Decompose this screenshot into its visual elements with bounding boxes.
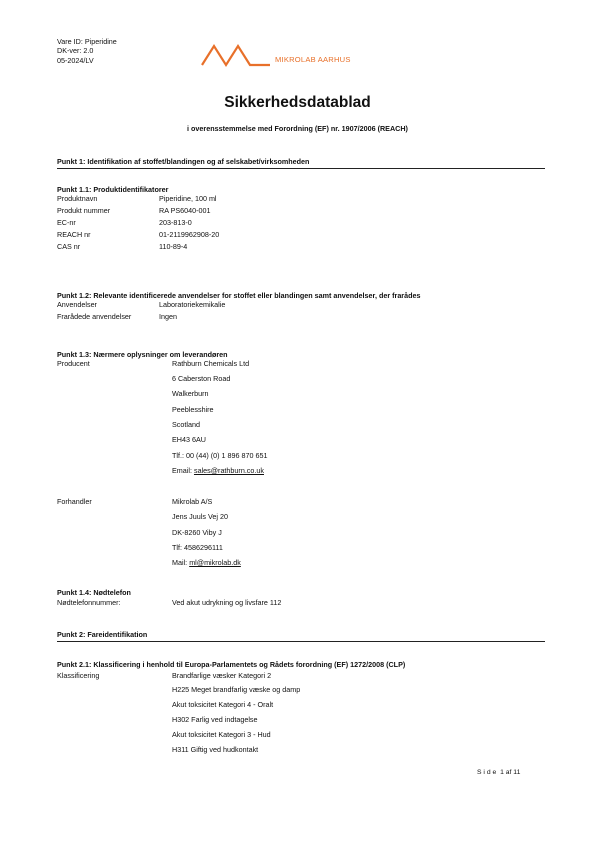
- row-value: RA PS6040-001: [159, 206, 211, 215]
- meta-date: 05-2024/LV: [57, 55, 94, 65]
- producer-line: Scotland: [172, 420, 200, 429]
- row-label: Produktnavn: [57, 194, 98, 203]
- producer-line: Walkerburn: [172, 389, 209, 398]
- row-value: Ingen: [159, 312, 177, 321]
- producer-line: 6 Caberston Road: [172, 374, 231, 383]
- mikrolab-logo-icon: [200, 40, 272, 73]
- subsection-heading-1-1: Punkt 1.1: Produktidentifikatorer: [57, 185, 169, 194]
- producer-line: Rathburn Chemicals Ltd: [172, 359, 250, 368]
- class-label: Klassificering: [57, 671, 100, 680]
- row-label: Frarådede anvendelser: [57, 312, 132, 321]
- class-line: Akut toksicitet Kategori 3 - Hud: [172, 730, 271, 739]
- meta-item-id: Vare ID: Piperidine: [57, 37, 117, 46]
- emergency-label: Nødtelefonnummer:: [57, 598, 121, 607]
- brand-name: MIKROLAB AARHUS: [275, 55, 351, 64]
- class-line: H225 Meget brandfarlig væske og damp: [172, 685, 301, 694]
- dealer-line: Jens Juuls Vej 20: [172, 512, 228, 521]
- dealer-line: Tlf: 4586296111: [172, 543, 223, 552]
- row-label: REACH nr: [57, 230, 91, 239]
- page-title: Sikkerhedsdatablad: [224, 94, 371, 111]
- producer-label: Producent: [57, 359, 90, 368]
- page-side-label: S i d e: [477, 769, 497, 776]
- dealer-label: Forhandler: [57, 497, 92, 506]
- producer-email-link[interactable]: sales@rathburn.co.uk: [193, 466, 264, 475]
- email-label: Email:: [172, 466, 194, 475]
- row-label: Produkt nummer: [57, 206, 111, 215]
- class-line: Akut toksicitet Kategori 4 - Oralt: [172, 700, 274, 709]
- class-line: Brandfarlige væsker Kategori 2: [172, 671, 272, 680]
- meta-version: DK-ver: 2.0: [57, 46, 94, 56]
- subsection-heading-2-1: Punkt 2.1: Klassificering i henhold til Europa-Parlamentets og Rådets forordning (EF) 1272/2008 (CLP): [57, 660, 406, 669]
- row-value: 01-2119962908-20: [159, 230, 220, 239]
- subsection-heading-1-4: Punkt 1.4: Nødtelefon: [57, 588, 131, 597]
- row-label: CAS nr: [57, 242, 81, 251]
- dealer-line: Mikrolab A/S: [172, 497, 213, 506]
- page-total: af 11: [505, 769, 521, 776]
- page-number: [477, 769, 520, 776]
- page-current: 1: [500, 769, 504, 776]
- mail-label: Mail:: [172, 558, 190, 567]
- dealer-line: DK-8260 Viby J: [172, 528, 222, 537]
- section-heading-2: Punkt 2: Fareidentifikation: [57, 630, 545, 642]
- row-value: Laboratoriekemikalie: [159, 300, 226, 309]
- row-value: Piperidine, 100 ml: [159, 194, 217, 203]
- dealer-email-link[interactable]: ml@mikrolab.dk: [189, 558, 241, 567]
- emergency-value: Ved akut udrykning og livsfare 112: [172, 598, 282, 607]
- class-line: H311 Giftig ved hudkontakt: [172, 745, 259, 754]
- section-heading-1: Punkt 1: Identifikation af stoffet/blandingen og af selskabet/virksomheden: [57, 157, 545, 169]
- row-value: 203-813-0: [159, 218, 192, 227]
- row-label: Anvendelser: [57, 300, 97, 309]
- row-label: EC-nr: [57, 218, 76, 227]
- subsection-heading-1-2: Punkt 1.2: Relevante identificerede anvendelser for stoffet eller blandingen samt anvendelser, der frarådes: [57, 291, 421, 300]
- class-line: H302 Farlig ved indtagelse: [172, 715, 258, 724]
- page-subtitle: i overensstemmelse med Forordning (EF) nr. 1907/2006 (REACH): [187, 124, 408, 133]
- document-meta: [57, 37, 117, 65]
- subsection-heading-1-3: Punkt 1.3: Nærmere oplysninger om leverandøren: [57, 350, 228, 359]
- producer-line: EH43 6AU: [172, 435, 206, 444]
- producer-line: Tlf.: 00 (44) (0) 1 896 870 651: [172, 451, 268, 460]
- producer-line: Peeblesshire: [172, 405, 214, 414]
- row-value: 110-89-4: [159, 242, 188, 251]
